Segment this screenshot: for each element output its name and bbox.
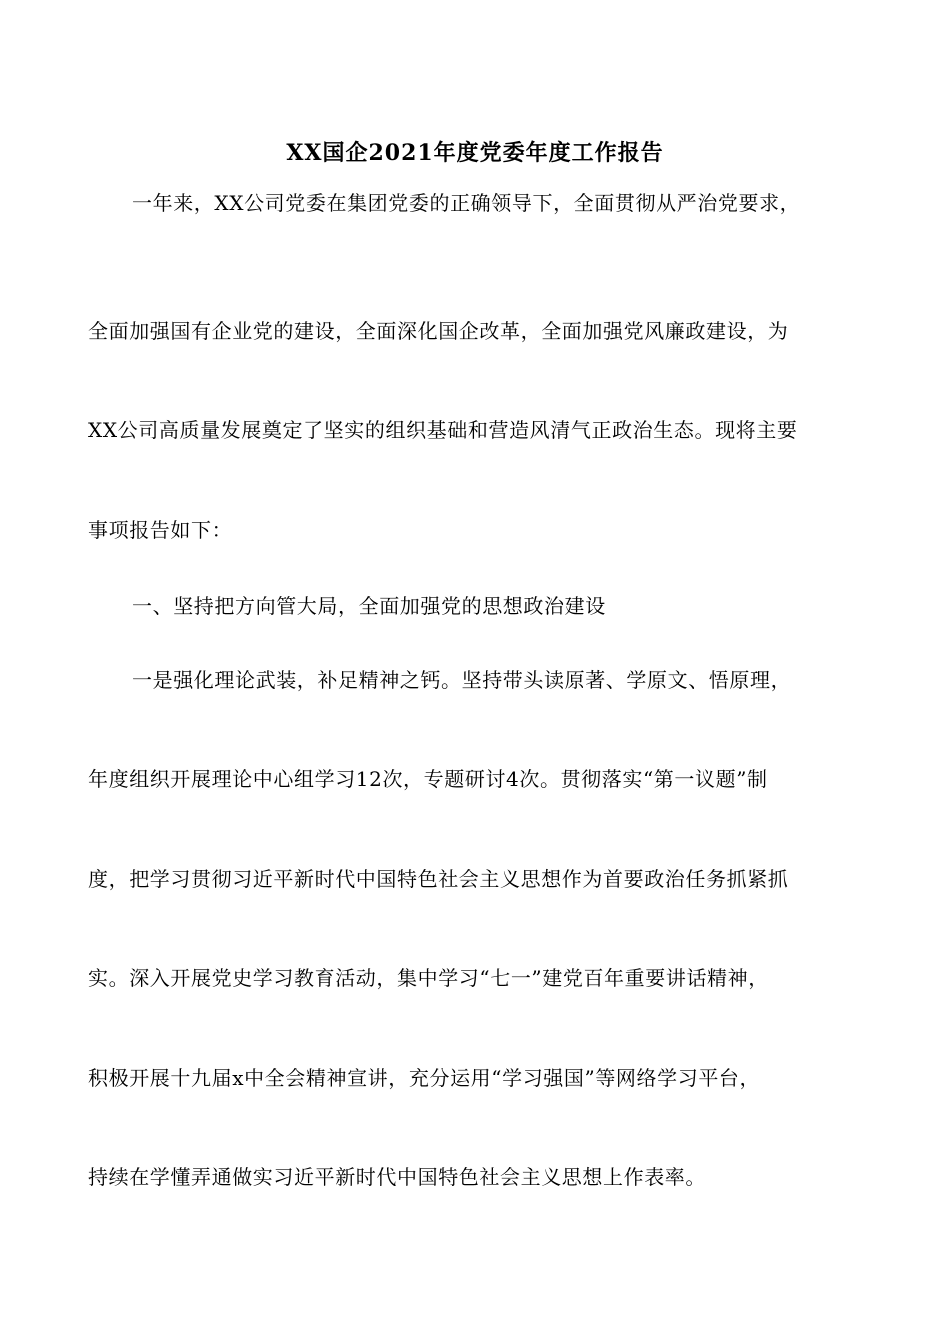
paragraph-line: 一是强化理论武装，补足精神之钙。坚持带头读原著、学原文、悟原理， xyxy=(132,668,792,692)
paragraph-line: 一年来，XX公司党委在集团党委的正确领导下，全面贯彻从严治党要求， xyxy=(132,191,801,215)
paragraph-line: 实。深入开展党史学习教育活动，集中学习“七一”建党百年重要讲话精神， xyxy=(88,966,769,990)
paragraph-line: 积极开展十九届x中全会精神宣讲，充分运用“学习强国”等网络学习平台， xyxy=(88,1066,761,1090)
paragraph-line: 年度组织开展理论中心组学习12次，专题研讨4次。贯彻落实“第一议题”制 xyxy=(88,767,768,791)
paragraph-line: XX公司高质量发展奠定了坚实的组织基础和营造风清气正政治生态。现将主要 xyxy=(88,418,798,442)
section-heading: 一、坚持把方向管大局，全面加强党的思想政治建设 xyxy=(132,594,606,618)
paragraph-line: 事项报告如下： xyxy=(88,518,233,542)
document-title: XX国企2021年度党委年度工作报告 xyxy=(286,140,664,166)
paragraph-line: 度，把学习贯彻习近平新时代中国特色社会主义思想作为首要政治任务抓紧抓 xyxy=(88,867,789,891)
paragraph-line: 持续在学懂弄通做实习近平新时代中国特色社会主义思想上作表率。 xyxy=(88,1165,706,1189)
paragraph-line: 全面加强国有企业党的建设，全面深化国企改革，全面加强党风廉政建设，为 xyxy=(88,319,789,343)
